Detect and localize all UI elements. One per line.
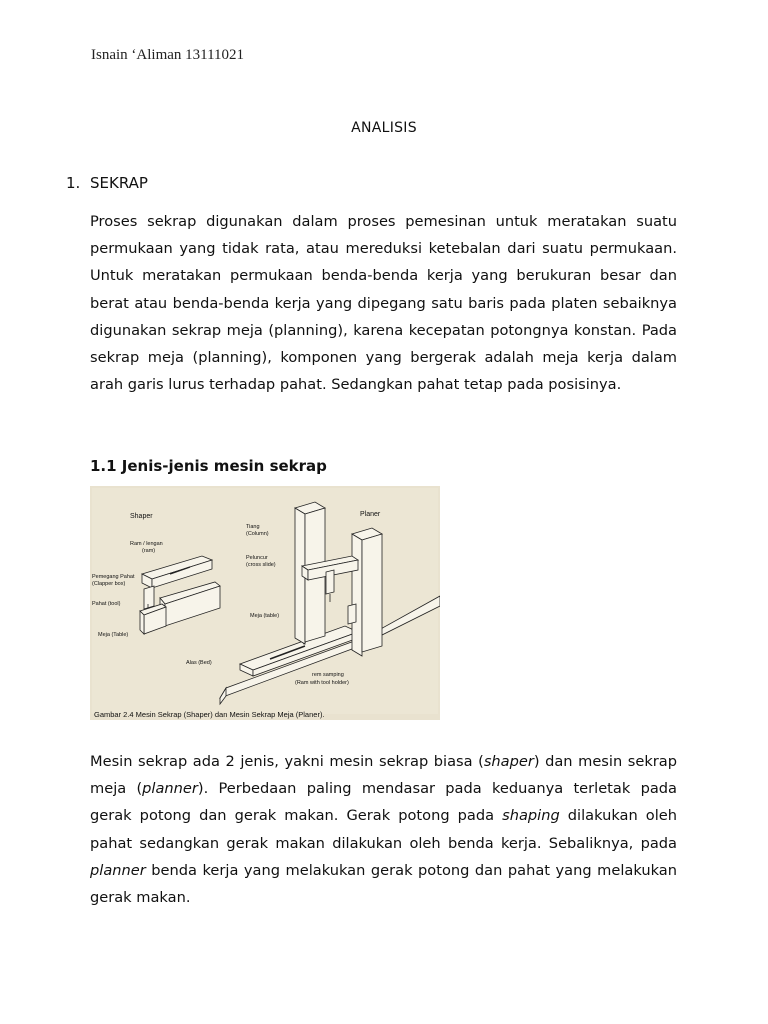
- figure-label-ram-side-en: (Ram with tool holder): [295, 680, 349, 686]
- figure-label-cross-slide-en: (cross slide): [246, 562, 276, 568]
- document-title: ANALISIS: [351, 120, 417, 136]
- figure-caption: Gambar 2.4 Mesin Sekrap (Shaper) dan Mesin Sekrap Meja (Planer).: [94, 710, 325, 719]
- figure-label-tool: Pahat (tool): [92, 601, 121, 607]
- figure-drawing: [90, 486, 440, 720]
- paragraph-types-part3: ). Perbedaan paling mendasar pada keduanya terletak pada gerak potong dan gerak makan. Gerak potong pada: [90, 780, 677, 825]
- term-shaping: shaping: [502, 807, 560, 825]
- figure-label-column: Tiang: [246, 524, 260, 530]
- figure-label-shaper: Shaper: [130, 513, 153, 520]
- paragraph-types-part1: Mesin sekrap ada 2 jenis, yakni mesin sekrap biasa (: [90, 753, 484, 770]
- paragraph-types-part5: benda kerja yang melakukan gerak potong dan pahat yang melakukan gerak makan.: [90, 861, 677, 907]
- figure-label-tool-holder-en: (Clapper box): [92, 581, 126, 587]
- figure-label-column-en: (Column): [246, 531, 269, 537]
- section-number: 1.: [66, 174, 81, 192]
- figure-label-planer-table: Meja (table): [250, 613, 280, 619]
- author-line: Isnain ‘Aliman 13111021: [91, 47, 245, 63]
- figure-label-ram-en: (ram): [142, 548, 156, 554]
- figure-label-tool-holder: Pemegang Pahat: [92, 574, 135, 580]
- machine-figure: [90, 486, 440, 720]
- figure-label-planer: Planer: [360, 511, 381, 518]
- figure-label-bed: Alas (Bed): [186, 660, 212, 666]
- paragraph-types: [90, 748, 677, 911]
- figure-label-ram: Ram / lengan: [130, 541, 163, 547]
- paragraph-types-part2: ) dan mesin sekrap meja (: [90, 753, 677, 798]
- section-heading: [66, 174, 148, 192]
- paragraph-types-part4: dilakukan oleh pahat sedangkan gerak makan dilakukan oleh benda kerja. Sebaliknya, pada: [90, 807, 677, 852]
- term-planner-2: planner: [90, 861, 146, 879]
- figure-label-table: Meja (Table): [98, 632, 129, 638]
- figure-label-cross-slide: Peluncur: [246, 555, 268, 561]
- paragraph-intro: Proses sekrap digunakan dalam proses pemesinan untuk meratakan suatu permukaan yang tidak rata, atau mereduksi ketebalan dari suatu permukaan. Untuk meratakan permukaan benda-benda kerja yang berukuran besar dan berat atau benda-benda kerja yang dipegang satu baris pada platen sebaiknya digunakan sekrap meja (planning), karena kecepatan potongnya konstan. Pada sekrap meja (planning), komponen yang bergerak adalah meja kerja dalam arah garis lurus terhadap pahat. Sedangkan pahat tetap pada posisinya.: [90, 213, 677, 394]
- figure-label-ram-side: rem samping: [312, 672, 344, 678]
- term-planner: planner: [142, 780, 198, 798]
- term-shaper: shaper: [483, 753, 534, 770]
- subsection-heading: 1.1 Jenis-jenis mesin sekrap: [90, 457, 327, 475]
- section-title: SEKRAP: [90, 174, 148, 192]
